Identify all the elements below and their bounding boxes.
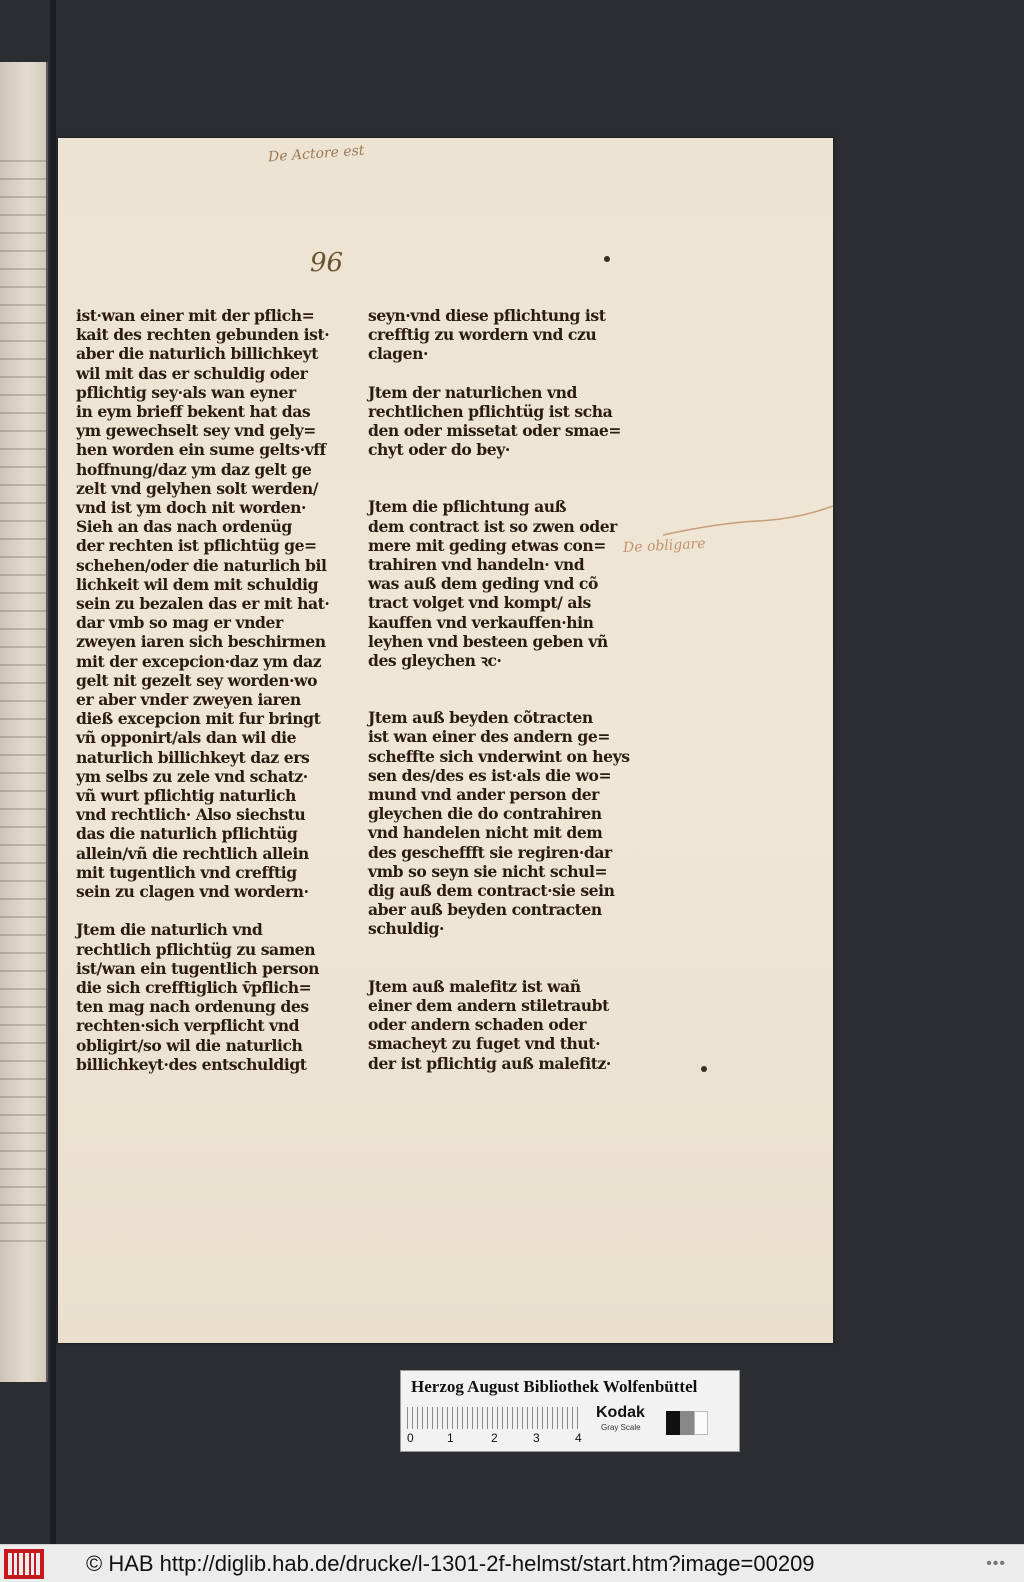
paragraph [368,976,611,1073]
binding-gutter [50,0,56,1582]
text-line: die sich crefftiglich v̄pflich= [76,977,312,997]
kodak-brand: Kodak [596,1404,645,1421]
text-line: er aber vnder zweyen iaren [76,690,301,710]
text-line: Jtem die naturlich vnd [76,920,263,940]
text-line: rechtlich pflichtüg zu samen [76,939,316,959]
text-line: billichkeyt·des entschuldigt [76,1054,307,1074]
paragraph [368,497,617,671]
text-line: Sieh an das nach ordenüg [76,517,292,537]
gray-patch-mid [680,1411,694,1435]
text-line: der ist pflichtig auß malefitz· [368,1053,611,1073]
text-line: ist wan einer des andern ge= [368,727,610,747]
text-line: sein zu clagen vnd wordern· [76,882,309,902]
text-line: Jtem der naturlichen vnd [368,382,577,402]
text-line: des gleychen ꝛc· [368,651,502,671]
top-handwritten-note: De Actore est [267,142,365,166]
text-line: kait des rechten gebunden ist· [76,325,330,345]
text-line: pflichtig sey·als wan eyner [76,382,296,402]
paragraph [76,920,320,1074]
right-text-column [368,306,630,1092]
text-line: zweyen iaren sich beschirmen [76,632,326,652]
text-line: zelt vnd gelyhen solt werden/ [76,478,319,498]
text-line: hen worden ein sume gelts·vff [76,440,326,460]
text-line: lichkeit wil dem mit schuldig [76,574,319,594]
text-line: vñ opponirt/als dan wil die [76,728,297,748]
text-line: hoffnung/daz ym daz gelt ge [76,459,312,479]
text-line: naturlich billichkeyt daz ers [76,747,310,767]
text-line: dem contract ist so zwen oder [368,516,617,536]
hab-logo-icon[interactable] [0,1545,48,1582]
paragraph [368,382,621,460]
text-line: aber auß beyden contracten [368,900,602,920]
text-line: schehen/oder die naturlich bil [76,555,327,575]
paragraph [368,708,630,939]
text-line: seyn·vnd diese pflichtung ist [368,306,606,325]
text-line: gelt nit gezelt sey worden·wo [76,670,318,690]
text-line: schuldig· [368,919,444,939]
text-line: sen des/des es ist·als die wo= [368,765,612,785]
ruler-number: 1 [447,1431,454,1445]
text-line: crefftig zu wordern vnd czu [368,325,597,345]
text-line: mund vnd ander person der [368,785,599,805]
ruler-number: 0 [407,1431,414,1445]
viewer-footer [0,1544,1024,1582]
text-line: den oder missetat oder smae= [368,421,621,441]
text-line: rechtlichen pflichtüg ist scha [368,401,613,421]
text-line: mit tugentlich vnd crefftig [76,862,297,882]
scale-ruler [407,1407,582,1429]
text-line: mere mit geding etwas con= [368,535,606,555]
text-line: des gescheffft sie regiren·dar [368,842,612,862]
text-line: vnd rechtlich· Also siechstu [76,805,306,825]
text-line: rechten·sich verpflicht vnd [76,1016,300,1036]
text-line: obligirt/so wil die naturlich [76,1035,303,1055]
text-line: Jtem auß beyden cõtracten [368,708,593,728]
folio-number: 96 [310,248,344,278]
text-line: dig auß dem contract·sie sein [368,881,615,901]
margin-handwritten-note: De obligare [622,535,706,557]
text-line: in eym brieff bekent hat das [76,402,311,422]
paragraph [76,306,330,902]
text-line: dieß excepcion mit fur bringt [76,709,321,729]
more-options-icon[interactable]: ••• [986,1555,1006,1572]
text-line: wil mit das er schuldig oder [76,363,308,383]
text-line: ym selbs zu zele vnd schatz· [76,766,308,786]
text-line: ten mag nach ordenung des [76,997,309,1017]
gray-patch-white [694,1411,708,1435]
text-line: gleychen die do contrahiren [368,804,602,824]
source-url[interactable]: © HAB http://diglib.hab.de/drucke/l-1301-2f-helmst/start.htm?image=00209 [86,1550,815,1576]
text-line: trahiren vnd handeln· vnd [368,555,585,575]
library-name: Herzog August Bibliothek Wolfenbüttel [411,1377,698,1396]
text-line: mit der excepcion·daz ym daz [76,651,322,671]
document-page [58,138,833,1343]
text-line: aber die naturlich billichkeyt [76,344,318,364]
text-line: scheffte sich vnderwint on heys [368,746,630,766]
text-line: clagen· [368,344,428,364]
text-line: vmb so seyn sie nicht schul= [368,861,608,881]
paragraph [368,306,608,364]
text-line: vnd handelen nicht mit dem [368,823,603,843]
facing-page-edge [0,62,48,1382]
text-line: das die naturlich pflichtüg [76,824,298,844]
text-line: tract volget vnd kompt/ als [368,593,591,613]
text-line: was auß dem geding vnd cõ [368,574,598,594]
gray-scale-label: Gray Scale [601,1423,641,1432]
color-calibration-bar [400,1370,740,1452]
ink-dot [701,1066,707,1072]
text-line: leyhen vnd besteen geben vñ [368,631,608,651]
ink-dot [604,256,610,262]
text-line: allein/vñ die rechtlich allein [76,843,309,863]
text-line: dar vmb so mag er vnder [76,613,283,633]
text-line: einer dem andern stiletraubt [368,995,609,1015]
text-line: Jtem die pflichtung auß [368,497,567,517]
text-line: kauffen vnd verkauffen·hin [368,612,594,632]
gray-patch-black [666,1411,680,1435]
text-line: sein zu bezalen das er mit hat· [76,594,330,614]
ruler-number: 2 [491,1431,498,1445]
text-line: chyt oder do bey· [368,440,510,460]
text-line: ist·wan einer mit der pflich= [76,306,315,325]
text-line: ist/wan ein tugentlich person [76,958,320,978]
text-line: der rechten ist pflichtüg ge= [76,536,317,556]
text-line: Jtem auß malefitz ist wañ [368,976,581,996]
text-line: vñ wurt pflichtig naturlich [76,786,296,806]
text-line: vnd ist ym doch nit worden· [76,498,306,518]
text-line: oder andern schaden oder [368,1015,587,1035]
text-line: smacheyt zu fuget vnd thut· [368,1034,601,1054]
ruler-number: 3 [533,1431,540,1445]
text-line: ym gewechselt sey vnd gely= [76,421,316,441]
ruler-number: 4 [575,1431,582,1445]
left-text-column [76,306,330,1093]
